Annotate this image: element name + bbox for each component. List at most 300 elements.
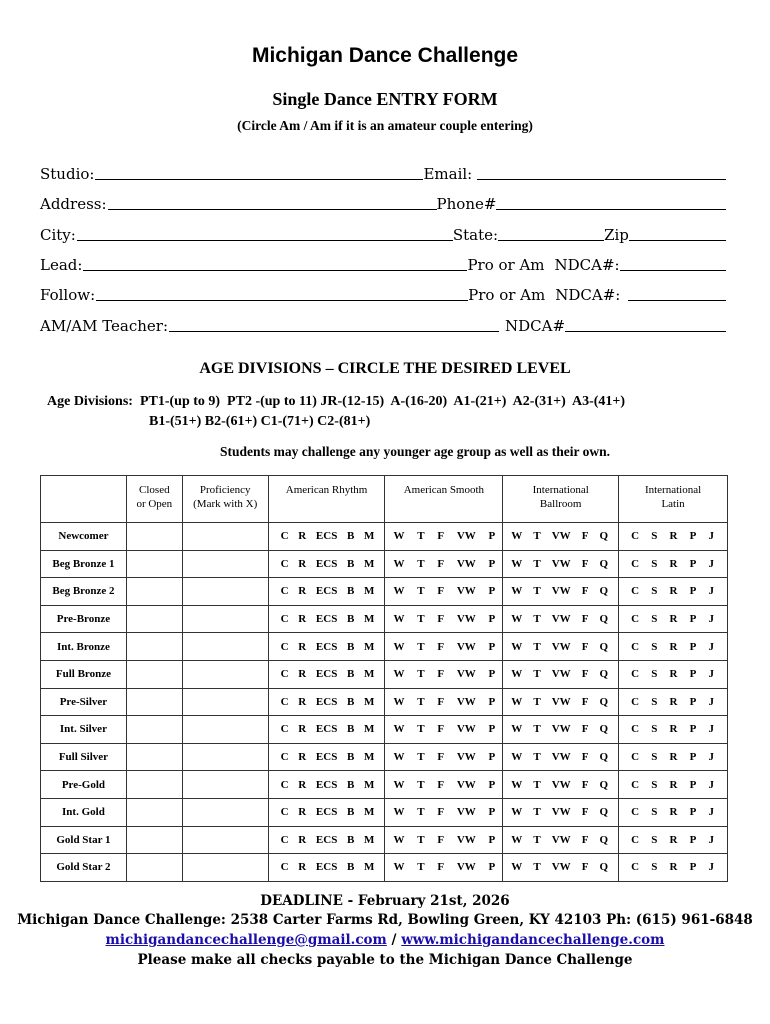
dance-option[interactable]: VW: [456, 751, 476, 764]
dance-option[interactable]: B: [347, 640, 355, 653]
dance-option[interactable]: J: [708, 585, 714, 598]
proficiency-cell[interactable]: [182, 798, 268, 826]
dance-option[interactable]: C: [280, 778, 289, 791]
closed-open-cell[interactable]: [126, 550, 182, 578]
dance-option[interactable]: C: [631, 640, 640, 653]
dance-option[interactable]: W: [393, 861, 405, 874]
dance-option[interactable]: F: [581, 723, 589, 736]
closed-open-cell[interactable]: [126, 578, 182, 606]
dance-option[interactable]: S: [651, 640, 658, 653]
dance-option[interactable]: Q: [599, 861, 609, 874]
dance-option[interactable]: S: [651, 861, 658, 874]
proficiency-cell[interactable]: [182, 633, 268, 661]
dance-option[interactable]: T: [533, 806, 541, 819]
dance-option[interactable]: P: [689, 833, 697, 846]
dance-option[interactable]: F: [581, 585, 589, 598]
dance-option[interactable]: VW: [551, 833, 571, 846]
city-line[interactable]: [77, 224, 453, 241]
dance-option[interactable]: VW: [456, 668, 476, 681]
dance-option[interactable]: C: [280, 695, 289, 708]
dance-option[interactable]: B: [347, 557, 355, 570]
dance-option[interactable]: P: [488, 861, 496, 874]
dance-option[interactable]: Q: [599, 613, 609, 626]
closed-open-cell[interactable]: [126, 798, 182, 826]
email-line[interactable]: [477, 163, 726, 180]
dance-option[interactable]: VW: [551, 723, 571, 736]
phone-line[interactable]: [496, 193, 726, 210]
dance-option[interactable]: C: [631, 613, 640, 626]
dance-option[interactable]: F: [581, 668, 589, 681]
dance-option[interactable]: B: [347, 723, 355, 736]
dance-option[interactable]: R: [298, 778, 307, 791]
dance-option[interactable]: F: [581, 640, 589, 653]
dance-option[interactable]: W: [511, 751, 523, 764]
dance-option[interactable]: C: [280, 640, 289, 653]
dance-option[interactable]: P: [689, 751, 697, 764]
dance-option[interactable]: W: [511, 613, 523, 626]
dance-option[interactable]: F: [581, 557, 589, 570]
dance-option[interactable]: T: [533, 723, 541, 736]
dance-option[interactable]: M: [364, 613, 375, 626]
dance-option[interactable]: W: [393, 530, 405, 543]
dance-option[interactable]: S: [651, 613, 658, 626]
dance-option[interactable]: M: [364, 861, 375, 874]
dance-option[interactable]: ECS: [315, 640, 338, 653]
dance-option[interactable]: R: [298, 640, 307, 653]
dance-option[interactable]: R: [669, 833, 678, 846]
dance-option[interactable]: R: [298, 861, 307, 874]
dance-option[interactable]: W: [511, 668, 523, 681]
dance-option[interactable]: C: [280, 861, 289, 874]
dance-option[interactable]: M: [364, 806, 375, 819]
dance-option[interactable]: M: [364, 530, 375, 543]
dance-option[interactable]: J: [708, 806, 714, 819]
dance-option[interactable]: R: [669, 585, 678, 598]
dance-option[interactable]: VW: [456, 613, 476, 626]
dance-option[interactable]: S: [651, 695, 658, 708]
follow-pro-am[interactable]: Pro or Am: [468, 286, 546, 304]
dance-option[interactable]: F: [437, 613, 445, 626]
email-link[interactable]: michigandancechallenge@gmail.com: [105, 932, 387, 948]
dance-option[interactable]: R: [298, 695, 307, 708]
zip-line[interactable]: [629, 224, 726, 241]
dance-option[interactable]: C: [280, 833, 289, 846]
dance-option[interactable]: ECS: [315, 833, 338, 846]
dance-option[interactable]: T: [417, 695, 425, 708]
dance-option[interactable]: R: [669, 723, 678, 736]
dance-option[interactable]: T: [417, 861, 425, 874]
dance-option[interactable]: Q: [599, 723, 609, 736]
dance-option[interactable]: C: [631, 723, 640, 736]
dance-option[interactable]: T: [533, 778, 541, 791]
proficiency-cell[interactable]: [182, 743, 268, 771]
dance-option[interactable]: W: [393, 723, 405, 736]
dance-option[interactable]: VW: [456, 778, 476, 791]
dance-option[interactable]: ECS: [315, 585, 338, 598]
dance-option[interactable]: T: [417, 530, 425, 543]
proficiency-cell[interactable]: [182, 688, 268, 716]
dance-option[interactable]: W: [393, 695, 405, 708]
dance-option[interactable]: R: [669, 640, 678, 653]
dance-option[interactable]: ECS: [315, 613, 338, 626]
dance-option[interactable]: VW: [456, 723, 476, 736]
dance-option[interactable]: R: [669, 861, 678, 874]
dance-option[interactable]: T: [533, 585, 541, 598]
dance-option[interactable]: F: [581, 530, 589, 543]
dance-option[interactable]: T: [417, 668, 425, 681]
dance-option[interactable]: Q: [599, 557, 609, 570]
dance-option[interactable]: VW: [456, 695, 476, 708]
dance-option[interactable]: P: [488, 806, 496, 819]
dance-option[interactable]: B: [347, 751, 355, 764]
dance-option[interactable]: C: [280, 668, 289, 681]
dance-option[interactable]: M: [364, 723, 375, 736]
dance-option[interactable]: F: [437, 833, 445, 846]
dance-option[interactable]: T: [533, 530, 541, 543]
dance-option[interactable]: F: [437, 778, 445, 791]
dance-option[interactable]: C: [631, 668, 640, 681]
dance-option[interactable]: J: [708, 778, 714, 791]
closed-open-cell[interactable]: [126, 633, 182, 661]
dance-option[interactable]: R: [669, 806, 678, 819]
dance-option[interactable]: T: [417, 723, 425, 736]
dance-option[interactable]: T: [533, 751, 541, 764]
dance-option[interactable]: P: [689, 557, 697, 570]
dance-option[interactable]: T: [533, 613, 541, 626]
dance-option[interactable]: F: [581, 695, 589, 708]
dance-option[interactable]: P: [488, 723, 496, 736]
closed-open-cell[interactable]: [126, 854, 182, 882]
dance-option[interactable]: VW: [551, 695, 571, 708]
lead-line[interactable]: [83, 254, 467, 271]
dance-option[interactable]: P: [488, 695, 496, 708]
dance-option[interactable]: W: [511, 806, 523, 819]
dance-option[interactable]: F: [437, 668, 445, 681]
dance-option[interactable]: C: [631, 695, 640, 708]
dance-option[interactable]: ECS: [315, 806, 338, 819]
dance-option[interactable]: C: [631, 557, 640, 570]
dance-option[interactable]: R: [298, 613, 307, 626]
dance-option[interactable]: T: [417, 585, 425, 598]
dance-option[interactable]: ECS: [315, 530, 338, 543]
proficiency-cell[interactable]: [182, 854, 268, 882]
dance-option[interactable]: ECS: [315, 557, 338, 570]
dance-option[interactable]: S: [651, 806, 658, 819]
dance-option[interactable]: T: [533, 668, 541, 681]
dance-option[interactable]: Q: [599, 695, 609, 708]
dance-option[interactable]: W: [393, 585, 405, 598]
proficiency-cell[interactable]: [182, 523, 268, 551]
dance-option[interactable]: T: [533, 695, 541, 708]
follow-line[interactable]: [96, 284, 468, 301]
dance-option[interactable]: T: [533, 833, 541, 846]
dance-option[interactable]: C: [631, 833, 640, 846]
closed-open-cell[interactable]: [126, 743, 182, 771]
studio-line[interactable]: [95, 163, 423, 180]
dance-option[interactable]: P: [488, 778, 496, 791]
proficiency-cell[interactable]: [182, 605, 268, 633]
dance-option[interactable]: C: [280, 613, 289, 626]
dance-option[interactable]: W: [511, 640, 523, 653]
closed-open-cell[interactable]: [126, 716, 182, 744]
website-link[interactable]: www.michigandancechallenge.com: [401, 932, 665, 948]
dance-option[interactable]: Q: [599, 640, 609, 653]
proficiency-cell[interactable]: [182, 771, 268, 799]
proficiency-cell[interactable]: [182, 716, 268, 744]
dance-option[interactable]: Q: [599, 668, 609, 681]
dance-option[interactable]: P: [689, 806, 697, 819]
dance-option[interactable]: VW: [551, 861, 571, 874]
dance-option[interactable]: R: [298, 530, 307, 543]
closed-open-cell[interactable]: [126, 605, 182, 633]
dance-option[interactable]: M: [364, 695, 375, 708]
closed-open-cell[interactable]: [126, 688, 182, 716]
dance-option[interactable]: W: [393, 557, 405, 570]
dance-option[interactable]: B: [347, 668, 355, 681]
dance-option[interactable]: C: [280, 530, 289, 543]
dance-option[interactable]: R: [298, 723, 307, 736]
dance-option[interactable]: W: [511, 530, 523, 543]
dance-option[interactable]: VW: [456, 557, 476, 570]
dance-option[interactable]: M: [364, 833, 375, 846]
dance-option[interactable]: F: [581, 861, 589, 874]
dance-option[interactable]: F: [437, 530, 445, 543]
dance-option[interactable]: C: [631, 861, 640, 874]
dance-option[interactable]: B: [347, 806, 355, 819]
dance-option[interactable]: ECS: [315, 861, 338, 874]
dance-option[interactable]: Q: [599, 585, 609, 598]
dance-option[interactable]: VW: [551, 751, 571, 764]
closed-open-cell[interactable]: [126, 660, 182, 688]
dance-option[interactable]: F: [581, 833, 589, 846]
dance-option[interactable]: S: [651, 751, 658, 764]
dance-option[interactable]: R: [298, 806, 307, 819]
closed-open-cell[interactable]: [126, 771, 182, 799]
dance-option[interactable]: T: [533, 861, 541, 874]
dance-option[interactable]: W: [393, 833, 405, 846]
dance-option[interactable]: P: [488, 557, 496, 570]
dance-option[interactable]: S: [651, 585, 658, 598]
dance-option[interactable]: P: [488, 640, 496, 653]
dance-option[interactable]: R: [298, 668, 307, 681]
dance-option[interactable]: T: [533, 640, 541, 653]
dance-option[interactable]: T: [417, 833, 425, 846]
dance-option[interactable]: W: [393, 806, 405, 819]
dance-option[interactable]: VW: [551, 530, 571, 543]
dance-option[interactable]: M: [364, 640, 375, 653]
state-line[interactable]: [498, 224, 604, 241]
dance-option[interactable]: C: [631, 751, 640, 764]
dance-option[interactable]: VW: [551, 778, 571, 791]
dance-option[interactable]: J: [708, 751, 714, 764]
dance-option[interactable]: W: [511, 695, 523, 708]
dance-option[interactable]: Q: [599, 806, 609, 819]
dance-option[interactable]: J: [708, 861, 714, 874]
dance-option[interactable]: R: [298, 833, 307, 846]
dance-option[interactable]: S: [651, 778, 658, 791]
proficiency-cell[interactable]: [182, 578, 268, 606]
dance-option[interactable]: J: [708, 695, 714, 708]
dance-option[interactable]: B: [347, 861, 355, 874]
dance-option[interactable]: P: [689, 695, 697, 708]
dance-option[interactable]: P: [689, 778, 697, 791]
dance-option[interactable]: F: [437, 751, 445, 764]
dance-option[interactable]: F: [437, 557, 445, 570]
dance-option[interactable]: W: [511, 585, 523, 598]
dance-option[interactable]: VW: [456, 530, 476, 543]
dance-option[interactable]: S: [651, 530, 658, 543]
dance-option[interactable]: Q: [599, 778, 609, 791]
dance-option[interactable]: VW: [551, 585, 571, 598]
dance-option[interactable]: F: [437, 585, 445, 598]
dance-option[interactable]: P: [689, 585, 697, 598]
dance-option[interactable]: J: [708, 613, 714, 626]
dance-option[interactable]: P: [689, 530, 697, 543]
dance-option[interactable]: VW: [551, 668, 571, 681]
dance-option[interactable]: S: [651, 668, 658, 681]
dance-option[interactable]: VW: [456, 640, 476, 653]
dance-option[interactable]: Q: [599, 833, 609, 846]
proficiency-cell[interactable]: [182, 550, 268, 578]
dance-option[interactable]: M: [364, 585, 375, 598]
dance-option[interactable]: T: [417, 778, 425, 791]
dance-option[interactable]: M: [364, 557, 375, 570]
dance-option[interactable]: T: [417, 640, 425, 653]
dance-option[interactable]: C: [631, 806, 640, 819]
dance-option[interactable]: C: [280, 806, 289, 819]
dance-option[interactable]: P: [488, 585, 496, 598]
closed-open-cell[interactable]: [126, 523, 182, 551]
dance-option[interactable]: T: [533, 557, 541, 570]
dance-option[interactable]: F: [581, 751, 589, 764]
dance-option[interactable]: R: [669, 557, 678, 570]
dance-option[interactable]: P: [488, 668, 496, 681]
dance-option[interactable]: J: [708, 640, 714, 653]
dance-option[interactable]: ECS: [315, 723, 338, 736]
lead-ndca-line[interactable]: [620, 254, 726, 271]
dance-option[interactable]: C: [631, 778, 640, 791]
dance-option[interactable]: C: [280, 585, 289, 598]
dance-option[interactable]: P: [488, 530, 496, 543]
dance-option[interactable]: B: [347, 530, 355, 543]
dance-option[interactable]: F: [437, 861, 445, 874]
dance-option[interactable]: J: [708, 668, 714, 681]
dance-option[interactable]: ECS: [315, 751, 338, 764]
dance-option[interactable]: W: [393, 640, 405, 653]
dance-option[interactable]: F: [437, 806, 445, 819]
dance-option[interactable]: R: [298, 751, 307, 764]
dance-option[interactable]: VW: [456, 585, 476, 598]
dance-option[interactable]: VW: [551, 557, 571, 570]
dance-option[interactable]: P: [488, 613, 496, 626]
dance-option[interactable]: R: [298, 557, 307, 570]
dance-option[interactable]: C: [631, 585, 640, 598]
dance-option[interactable]: J: [708, 557, 714, 570]
dance-option[interactable]: R: [669, 751, 678, 764]
dance-option[interactable]: C: [280, 723, 289, 736]
dance-option[interactable]: J: [708, 833, 714, 846]
address-line[interactable]: [108, 193, 437, 210]
dance-option[interactable]: P: [689, 668, 697, 681]
dance-option[interactable]: ECS: [315, 778, 338, 791]
dance-option[interactable]: R: [669, 778, 678, 791]
dance-option[interactable]: VW: [551, 640, 571, 653]
dance-option[interactable]: VW: [551, 806, 571, 819]
dance-option[interactable]: B: [347, 613, 355, 626]
dance-option[interactable]: W: [393, 751, 405, 764]
dance-option[interactable]: S: [651, 833, 658, 846]
dance-option[interactable]: T: [417, 613, 425, 626]
dance-option[interactable]: R: [298, 585, 307, 598]
dance-option[interactable]: T: [417, 751, 425, 764]
dance-option[interactable]: W: [511, 778, 523, 791]
dance-option[interactable]: C: [280, 751, 289, 764]
dance-option[interactable]: B: [347, 585, 355, 598]
dance-option[interactable]: ECS: [315, 695, 338, 708]
dance-option[interactable]: W: [511, 833, 523, 846]
follow-ndca-line[interactable]: [628, 284, 726, 301]
dance-option[interactable]: W: [511, 723, 523, 736]
dance-option[interactable]: R: [669, 695, 678, 708]
dance-option[interactable]: P: [488, 833, 496, 846]
dance-option[interactable]: P: [689, 861, 697, 874]
dance-option[interactable]: W: [393, 668, 405, 681]
dance-option[interactable]: P: [689, 613, 697, 626]
dance-option[interactable]: M: [364, 668, 375, 681]
dance-option[interactable]: ECS: [315, 668, 338, 681]
dance-option[interactable]: B: [347, 778, 355, 791]
dance-option[interactable]: T: [417, 557, 425, 570]
dance-option[interactable]: F: [581, 806, 589, 819]
dance-option[interactable]: P: [689, 723, 697, 736]
dance-option[interactable]: B: [347, 695, 355, 708]
dance-option[interactable]: M: [364, 751, 375, 764]
dance-option[interactable]: F: [581, 613, 589, 626]
dance-option[interactable]: VW: [551, 613, 571, 626]
dance-option[interactable]: P: [689, 640, 697, 653]
dance-option[interactable]: R: [669, 613, 678, 626]
dance-option[interactable]: F: [437, 723, 445, 736]
dance-option[interactable]: F: [437, 640, 445, 653]
dance-option[interactable]: J: [708, 723, 714, 736]
dance-option[interactable]: W: [393, 613, 405, 626]
dance-option[interactable]: T: [417, 806, 425, 819]
dance-option[interactable]: W: [511, 557, 523, 570]
dance-option[interactable]: F: [581, 778, 589, 791]
teacher-ndca-line[interactable]: [565, 315, 726, 332]
closed-open-cell[interactable]: [126, 826, 182, 854]
dance-option[interactable]: W: [511, 861, 523, 874]
dance-option[interactable]: S: [651, 723, 658, 736]
proficiency-cell[interactable]: [182, 826, 268, 854]
dance-option[interactable]: VW: [456, 861, 476, 874]
teacher-line[interactable]: [169, 315, 499, 332]
dance-option[interactable]: B: [347, 833, 355, 846]
dance-option[interactable]: J: [708, 530, 714, 543]
dance-option[interactable]: Q: [599, 751, 609, 764]
dance-option[interactable]: W: [393, 778, 405, 791]
dance-option[interactable]: Q: [599, 530, 609, 543]
proficiency-cell[interactable]: [182, 660, 268, 688]
dance-option[interactable]: R: [669, 668, 678, 681]
dance-option[interactable]: P: [488, 751, 496, 764]
dance-option[interactable]: C: [631, 530, 640, 543]
dance-option[interactable]: R: [669, 530, 678, 543]
dance-option[interactable]: S: [651, 557, 658, 570]
dance-option[interactable]: VW: [456, 806, 476, 819]
dance-option[interactable]: C: [280, 557, 289, 570]
lead-pro-am[interactable]: Pro or Am: [467, 256, 545, 274]
